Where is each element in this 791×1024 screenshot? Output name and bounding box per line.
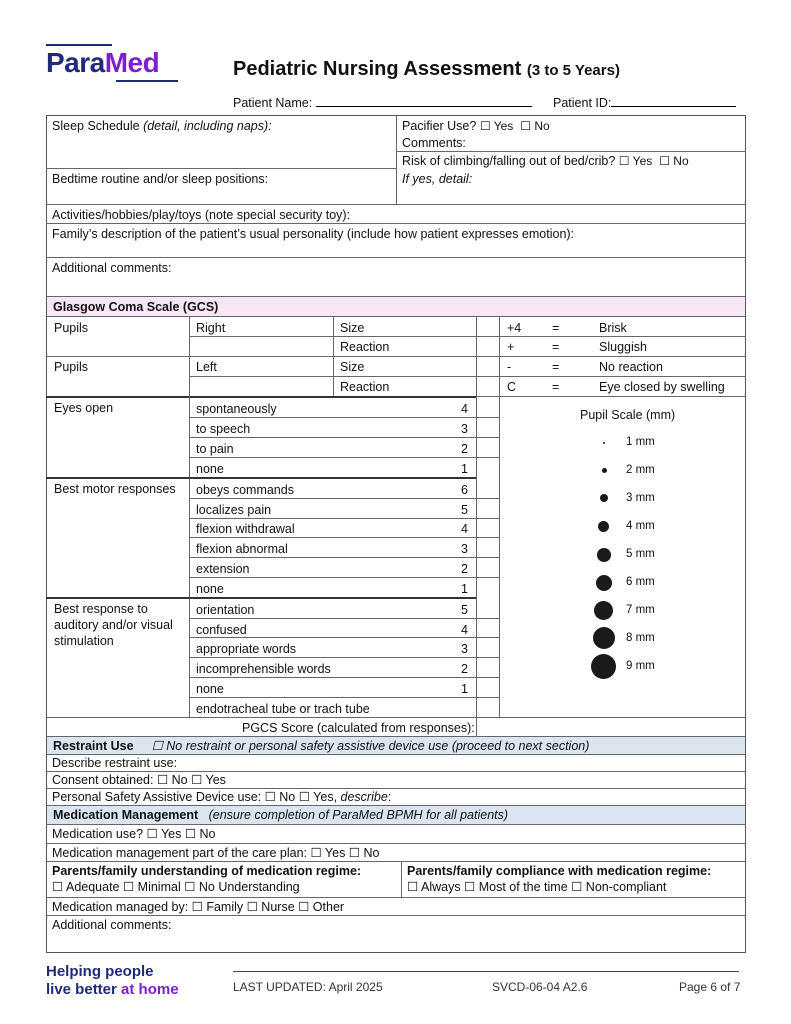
gcs-option: none: [196, 682, 224, 696]
pupil-size-label: 3 mm: [626, 492, 655, 504]
medication-additional-comments-field[interactable]: Additional comments:: [52, 918, 172, 932]
compliance-options[interactable]: ☐ Always ☐ Most of the time ☐ Non-compliant: [407, 880, 667, 894]
gcs-score: 5: [461, 503, 468, 517]
gcs-option: obeys commands: [196, 483, 294, 497]
verbal-label: Best response to auditory and/or visual stimulation: [54, 602, 173, 648]
understanding-label: Parents/family understanding of medication regime:: [52, 864, 362, 878]
logo-para: Para: [46, 47, 105, 78]
additional-comments-field[interactable]: Additional comments:: [52, 261, 172, 275]
patient-id-label: Patient ID:: [553, 96, 612, 110]
pupil-size-label: 8 mm: [626, 632, 655, 644]
pupil-size-label: 9 mm: [626, 660, 655, 672]
pupil-1mm-icon: [603, 442, 605, 444]
pacifier-comments-field[interactable]: Comments:: [402, 136, 466, 150]
legend-sym: C: [507, 380, 517, 394]
pupils-left-side: Left: [196, 360, 217, 374]
pupil-size-label: 2 mm: [626, 464, 655, 476]
legend-desc: No reaction: [599, 360, 663, 374]
describe-restraint-field[interactable]: Describe restraint use:: [52, 756, 178, 770]
legend-sym: +: [507, 340, 515, 354]
legend-eq: =: [552, 380, 560, 394]
legend-sym: +4: [507, 321, 522, 335]
pupils-left-label: Pupils: [54, 360, 89, 374]
gcs-option: none: [196, 582, 224, 596]
bedtime-routine-field[interactable]: Bedtime routine and/or sleep positions:: [52, 172, 269, 186]
gcs-option: flexion withdrawal: [196, 522, 295, 536]
understanding-options[interactable]: ☐ Adequate ☐ Minimal ☐ No Understanding: [52, 880, 300, 894]
gcs-option: incomprehensible words: [196, 662, 331, 676]
logo-bar-bottom: [116, 80, 178, 82]
gcs-score: 4: [461, 623, 468, 637]
fall-risk-yes-checkbox[interactable]: ☐ Yes: [618, 154, 653, 168]
gcs-score: 2: [461, 562, 468, 576]
no-restraint-checkbox[interactable]: ☐ No restraint or personal safety assistive device use (proceed to next section): [151, 739, 590, 753]
legend-sym: -: [507, 360, 512, 374]
gcs-score: 6: [461, 483, 468, 497]
pacifier-yes-checkbox[interactable]: ☐ Yes: [479, 119, 514, 133]
footer-tagline: Helping people live better at home: [46, 963, 179, 998]
patient-id-field[interactable]: [611, 94, 736, 107]
gcs-option: flexion abnormal: [196, 542, 288, 556]
patient-id-row: [553, 94, 736, 110]
medication-use[interactable]: Medication use? ☐ Yes ☐ No: [52, 827, 216, 841]
medication-header-note: (ensure completion of ParaMed BPMH for all patients): [208, 808, 509, 822]
last-updated: LAST UPDATED: April 2025: [233, 980, 383, 994]
gcs-score: 3: [461, 642, 468, 656]
pupil-size-label: 1 mm: [626, 436, 655, 448]
pupils-left-size-input[interactable]: [477, 357, 499, 376]
motor-label: Best motor responses: [54, 482, 176, 496]
fall-risk: Risk of climbing/falling out of bed/crib? ☐ Yes ☐ No: [402, 154, 689, 168]
patient-name-label: Patient Name:: [233, 96, 313, 110]
pupil-5mm-icon: [597, 548, 611, 562]
pgcs-score-input[interactable]: [477, 718, 745, 736]
fall-risk-detail-field[interactable]: If yes, detail:: [402, 172, 473, 186]
gcs-score: 5: [461, 603, 468, 617]
pupils-right-size: Size: [340, 321, 365, 335]
logo-med: Med: [104, 47, 160, 78]
medication-care-plan[interactable]: Medication management part of the care plan: ☐ Yes ☐ No: [52, 846, 380, 860]
gcs-score: 3: [461, 422, 468, 436]
restraint-header: Restraint Use ☐ No restraint or personal safety assistive device use (proceed to next section): [47, 737, 745, 754]
patient-name-field[interactable]: [316, 94, 532, 107]
gcs-option: to pain: [196, 442, 234, 456]
gcs-option: endotracheal tube or trach tube: [196, 702, 370, 716]
pupil-9mm-icon: [591, 654, 616, 679]
title-suffix: (3 to 5 Years): [526, 62, 620, 79]
activities-field[interactable]: Activities/hobbies/play/toys (note special security toy):: [52, 208, 351, 222]
sleep-schedule-field[interactable]: Sleep Schedule (detail, including naps):: [52, 119, 272, 133]
eyes-open-label: Eyes open: [54, 401, 114, 415]
pupil-3mm-icon: [600, 494, 608, 502]
pupils-right-reaction: Reaction: [340, 340, 390, 354]
legend-desc: Eye closed by swelling: [599, 380, 725, 394]
medication-managed-by[interactable]: Medication managed by: ☐ Family ☐ Nurse ☐ Other: [52, 900, 345, 914]
pupils-left-reaction-input[interactable]: [477, 377, 499, 396]
patient-name-row: [233, 94, 532, 110]
pupils-left-size: Size: [340, 360, 365, 374]
gcs-option: orientation: [196, 603, 255, 617]
pupils-right-size-input[interactable]: [477, 317, 499, 336]
pupil-7mm-icon: [594, 601, 613, 620]
gcs-score: 3: [461, 542, 468, 556]
pupil-size-label: 5 mm: [626, 548, 655, 560]
gcs-score: 4: [461, 402, 468, 416]
gcs-option: none: [196, 462, 224, 476]
gcs-score: 2: [461, 662, 468, 676]
pupil-scale-title: Pupil Scale (mm): [580, 408, 676, 422]
safety-device-use[interactable]: Personal Safety Assistive Device use: ☐ No ☐ Yes, describe:: [52, 790, 392, 804]
footer-divider: [233, 971, 739, 972]
pacifier-no-checkbox[interactable]: ☐ No: [520, 119, 550, 133]
gcs-option: appropriate words: [196, 642, 297, 656]
gcs-option: to speech: [196, 422, 251, 436]
consent-obtained[interactable]: Consent obtained: ☐ No ☐ Yes: [52, 773, 226, 787]
pupils-right-label: Pupils: [54, 321, 89, 335]
personality-field[interactable]: Family’s description of the patient’s usual personality (include how patient expresses emotion):: [52, 227, 575, 241]
pupil-6mm-icon: [596, 575, 612, 591]
pupil-4mm-icon: [598, 521, 609, 532]
gcs-option: spontaneously: [196, 402, 277, 416]
pupils-right-side: Right: [196, 321, 226, 335]
paramed-logo: [46, 44, 178, 84]
medication-header: Medication Management (ensure completion of ParaMed BPMH for all patients): [47, 806, 745, 824]
pgcs-score-label: PGCS Score (calculated from responses):: [242, 721, 475, 735]
pupil-size-label: 7 mm: [626, 604, 655, 616]
gcs-score: 1: [461, 682, 468, 696]
legend-desc: Sluggish: [599, 340, 647, 354]
gcs-option: confused: [196, 623, 247, 637]
gcs-option: localizes pain: [196, 503, 272, 517]
doc-code: SVCD-06-04 A2.6: [492, 980, 588, 994]
gcs-score: 2: [461, 442, 468, 456]
fall-risk-no-checkbox[interactable]: ☐ No: [659, 154, 689, 168]
gcs-option: extension: [196, 562, 250, 576]
legend-eq: =: [552, 340, 560, 354]
gcs-score: 1: [461, 582, 468, 596]
legend-eq: =: [552, 321, 560, 335]
pacifier-use: Pacifier Use? ☐ Yes ☐ No: [402, 119, 550, 133]
compliance-label: Parents/family compliance with medication regime:: [407, 864, 712, 878]
legend-eq: =: [552, 360, 560, 374]
logo-bar-top: [46, 44, 112, 46]
pupil-8mm-icon: [593, 627, 615, 649]
pupils-left-reaction: Reaction: [340, 380, 390, 394]
pupil-size-label: 4 mm: [626, 520, 655, 532]
pupil-2mm-icon: [602, 468, 607, 473]
legend-desc: Brisk: [599, 321, 627, 335]
gcs-section-header: Glasgow Coma Scale (GCS): [47, 297, 745, 316]
gcs-score: 1: [461, 462, 468, 476]
page-title: Pediatric Nursing Assessment (3 to 5 Years): [233, 58, 620, 80]
pupil-size-label: 6 mm: [626, 576, 655, 588]
pupils-right-reaction-input[interactable]: [477, 337, 499, 356]
page-number: Page 6 of 7: [679, 980, 741, 994]
gcs-score: 4: [461, 522, 468, 536]
